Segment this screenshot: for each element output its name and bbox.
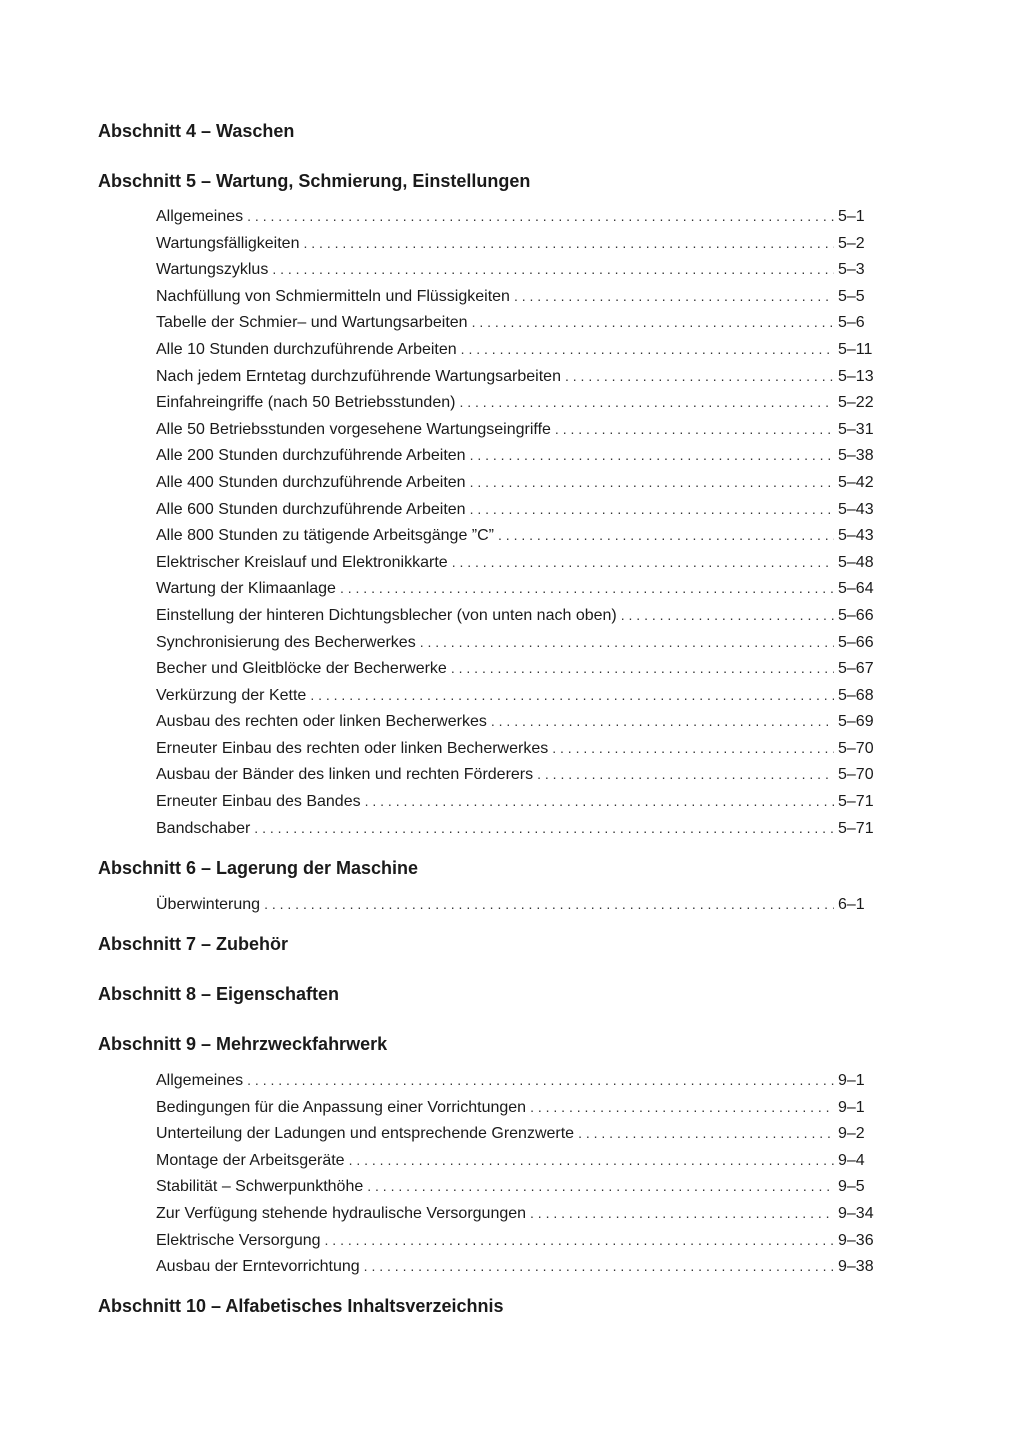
- dot-leader: [514, 285, 834, 307]
- toc-entry-label: Bandschaber: [156, 819, 251, 837]
- toc-entry: [156, 1255, 878, 1282]
- toc-entry-page: 9–36: [838, 1231, 874, 1249]
- dot-leader: [621, 604, 834, 626]
- toc-entry-label: Wartungsfälligkeiten: [156, 234, 300, 252]
- toc-entry-label: Elektrische Versorgung: [156, 1231, 321, 1249]
- toc-entry-page: 5–6: [838, 314, 865, 332]
- toc-entry: [156, 604, 878, 631]
- section-6-entries: [156, 893, 878, 920]
- toc-entry-page: 6–1: [838, 896, 865, 913]
- toc-entry: [156, 311, 878, 338]
- toc-entry-page: 5–69: [838, 713, 874, 731]
- dot-leader: [264, 893, 834, 915]
- toc-entry-page: 9–1: [838, 1072, 865, 1089]
- toc-entry-page: 5–5: [838, 287, 865, 305]
- section-9-entries: [156, 1069, 878, 1282]
- toc-entry-page: 5–31: [838, 420, 874, 438]
- toc-entry-page: 9–2: [838, 1125, 865, 1143]
- toc-entry: [156, 790, 878, 817]
- toc-entry: [156, 285, 878, 312]
- toc-entry-label: Allgemeines: [156, 208, 244, 225]
- dot-leader: [470, 444, 834, 466]
- toc-entry: [156, 551, 878, 578]
- toc-entry: [156, 365, 878, 392]
- toc-entry: [156, 471, 878, 498]
- toc-entry-label: Alle 600 Stunden durchzuführende Arbeiten: [156, 500, 466, 518]
- dot-leader: [247, 1069, 834, 1091]
- dot-leader: [325, 1229, 834, 1251]
- dot-leader: [470, 498, 834, 520]
- toc-entry-label: Alle 800 Stunden zu tätigende Arbeitsgänge ”C”: [156, 527, 495, 545]
- dot-leader: [552, 737, 834, 759]
- toc-entry: [156, 338, 878, 365]
- toc-entry: [156, 631, 878, 658]
- dot-leader: [365, 790, 834, 812]
- dot-leader: [530, 1202, 834, 1224]
- dot-leader: [537, 763, 834, 785]
- toc-entry: [156, 205, 878, 232]
- section-9-heading: Abschnitt 9 – Mehrzweckfahrwerk: [98, 1034, 388, 1054]
- dot-leader: [272, 258, 834, 280]
- toc-entry-label: Alle 10 Stunden durchzuführende Arbeiten: [156, 340, 457, 358]
- toc-entry: [156, 763, 878, 790]
- toc-entry-page: 5–43: [838, 500, 874, 518]
- toc-entry-label: Bedingungen für die Anpassung einer Vorrichtungen: [156, 1098, 527, 1116]
- toc-entry: [156, 418, 878, 445]
- dot-leader: [491, 710, 834, 732]
- toc-entry: [156, 1229, 878, 1256]
- toc-entry: [156, 1069, 878, 1096]
- toc-entry-page: 5–3: [838, 261, 865, 279]
- section-7-heading: Abschnitt 7 – Zubehör: [98, 934, 289, 954]
- toc-entry-page: 9–34: [838, 1204, 874, 1222]
- toc-entry: [156, 893, 878, 920]
- section-5-heading: Abschnitt 5 – Wartung, Schmierung, Einstellungen: [98, 171, 531, 191]
- toc-entry-label: Tabelle der Schmier– und Wartungsarbeiten: [156, 314, 468, 332]
- toc-entry-page: 5–1: [838, 208, 865, 225]
- toc-entry-page: 5–22: [838, 394, 874, 412]
- dot-leader: [530, 1096, 834, 1118]
- dot-leader: [498, 524, 834, 546]
- toc-entry-page: 5–68: [838, 686, 874, 704]
- toc-entry-label: Elektrischer Kreislauf und Elektronikkarte: [156, 553, 448, 571]
- toc-entry-label: Wartungszyklus: [156, 261, 269, 279]
- toc-entry-label: Nachfüllung von Schmiermitteln und Flüssigkeiten: [156, 287, 510, 305]
- dot-leader: [349, 1149, 834, 1171]
- toc-entry-page: 5–66: [838, 606, 874, 624]
- toc-entry-page: 5–42: [838, 473, 874, 491]
- toc-entry: [156, 657, 878, 684]
- toc-entry-page: 5–11: [838, 340, 873, 358]
- toc-entry-page: 9–5: [838, 1178, 865, 1196]
- toc-entry: [156, 684, 878, 711]
- dot-leader: [254, 817, 834, 839]
- section-8-heading: Abschnitt 8 – Eigenschaften: [98, 984, 340, 1004]
- toc-entry-page: 5–67: [838, 660, 874, 678]
- toc-entry-label: Stabilität – Schwerpunkthöhe: [156, 1178, 364, 1196]
- toc-entry-label: Zur Verfügung stehende hydraulische Versorgungen: [156, 1204, 527, 1222]
- toc-entry-label: Synchronisierung des Becherwerkes: [156, 633, 416, 651]
- toc-entry-label: Ausbau der Erntevorrichtung: [156, 1258, 360, 1276]
- toc-entry: [156, 1175, 878, 1202]
- toc-entry-label: Überwinterung: [156, 896, 261, 913]
- dot-leader: [451, 657, 834, 679]
- toc-entry: [156, 1096, 878, 1123]
- toc-entry-page: 5–64: [838, 580, 874, 598]
- dot-leader: [247, 205, 834, 227]
- dot-leader: [303, 232, 834, 254]
- toc-entry-label: Ausbau des rechten oder linken Becherwerkes: [156, 713, 487, 731]
- dot-leader: [340, 577, 834, 599]
- toc-entry-page: 9–38: [838, 1258, 874, 1276]
- dot-leader: [555, 418, 834, 440]
- dot-leader: [364, 1255, 834, 1277]
- toc-entry: [156, 498, 878, 525]
- toc-entry-page: 9–4: [838, 1151, 865, 1169]
- toc-entry-page: 5–71: [838, 793, 874, 811]
- dot-leader: [461, 338, 834, 360]
- toc-entry-label: Alle 50 Betriebsstunden vorgesehene Wartungseingriffe: [156, 420, 551, 438]
- dot-leader: [565, 365, 834, 387]
- toc-entry-label: Nach jedem Erntetag durchzuführende Wartungsarbeiten: [156, 367, 561, 385]
- dot-leader: [310, 684, 834, 706]
- toc-entry-label: Montage der Arbeitsgeräte: [156, 1151, 345, 1169]
- dot-leader: [459, 391, 834, 413]
- toc-entry: [156, 577, 878, 604]
- toc-entry: [156, 391, 878, 418]
- dot-leader: [472, 311, 834, 333]
- toc-entry-label: Allgemeines: [156, 1072, 244, 1089]
- toc-entry: [156, 817, 878, 844]
- toc-entry-page: 5–43: [838, 527, 874, 545]
- dot-leader: [578, 1122, 834, 1144]
- toc-entry: [156, 258, 878, 285]
- toc-entry-label: Verkürzung der Kette: [156, 686, 307, 704]
- toc-entry-label: Alle 200 Stunden durchzuführende Arbeiten: [156, 447, 466, 465]
- toc-entry: [156, 232, 878, 259]
- section-6-heading: Abschnitt 6 – Lagerung der Maschine: [98, 858, 419, 878]
- toc-entry-page: 5–71: [838, 819, 874, 837]
- toc-entry: [156, 1122, 878, 1149]
- dot-leader: [470, 471, 834, 493]
- toc-entry: [156, 444, 878, 471]
- toc-entry-label: Wartung der Klimaanlage: [156, 580, 336, 598]
- toc-entry-label: Becher und Gleitblöcke der Becherwerke: [156, 660, 447, 678]
- toc-entry: [156, 1202, 878, 1229]
- toc-entry-label: Erneuter Einbau des rechten oder linken Becherwerkes: [156, 739, 549, 757]
- toc-entry-page: 5–70: [838, 739, 874, 757]
- toc-entry: [156, 1149, 878, 1176]
- toc-entry: [156, 737, 878, 764]
- toc-entry-label: Einfahreingriffe (nach 50 Betriebsstunden): [156, 394, 456, 412]
- dot-leader: [367, 1175, 834, 1197]
- section-5-entries: [156, 205, 878, 843]
- section-4-heading: Abschnitt 4 – Waschen: [98, 121, 295, 141]
- toc-entry: [156, 524, 878, 551]
- toc-entry-page: 9–1: [838, 1098, 865, 1116]
- toc-entry-page: 5–66: [838, 633, 874, 651]
- toc-entry-label: Alle 400 Stunden durchzuführende Arbeiten: [156, 473, 466, 491]
- toc-entry-label: Unterteilung der Ladungen und entsprechende Grenzwerte: [156, 1125, 575, 1143]
- toc-entry: [156, 710, 878, 737]
- toc-entry-label: Einstellung der hinteren Dichtungsblecher (von unten nach oben): [156, 606, 617, 624]
- toc-entry-page: 5–38: [838, 447, 874, 465]
- toc-entry-label: Erneuter Einbau des Bandes: [156, 793, 361, 811]
- dot-leader: [452, 551, 834, 573]
- toc-entry-page: 5–2: [838, 234, 865, 252]
- toc-entry-label: Ausbau der Bänder des linken und rechten Förderers: [156, 766, 534, 784]
- dot-leader: [420, 631, 834, 653]
- toc-entry-page: 5–48: [838, 553, 874, 571]
- toc-entry-page: 5–13: [838, 367, 874, 385]
- toc-entry-page: 5–70: [838, 766, 874, 784]
- section-10-heading: Abschnitt 10 – Alfabetisches Inhaltsverzeichnis: [98, 1296, 504, 1316]
